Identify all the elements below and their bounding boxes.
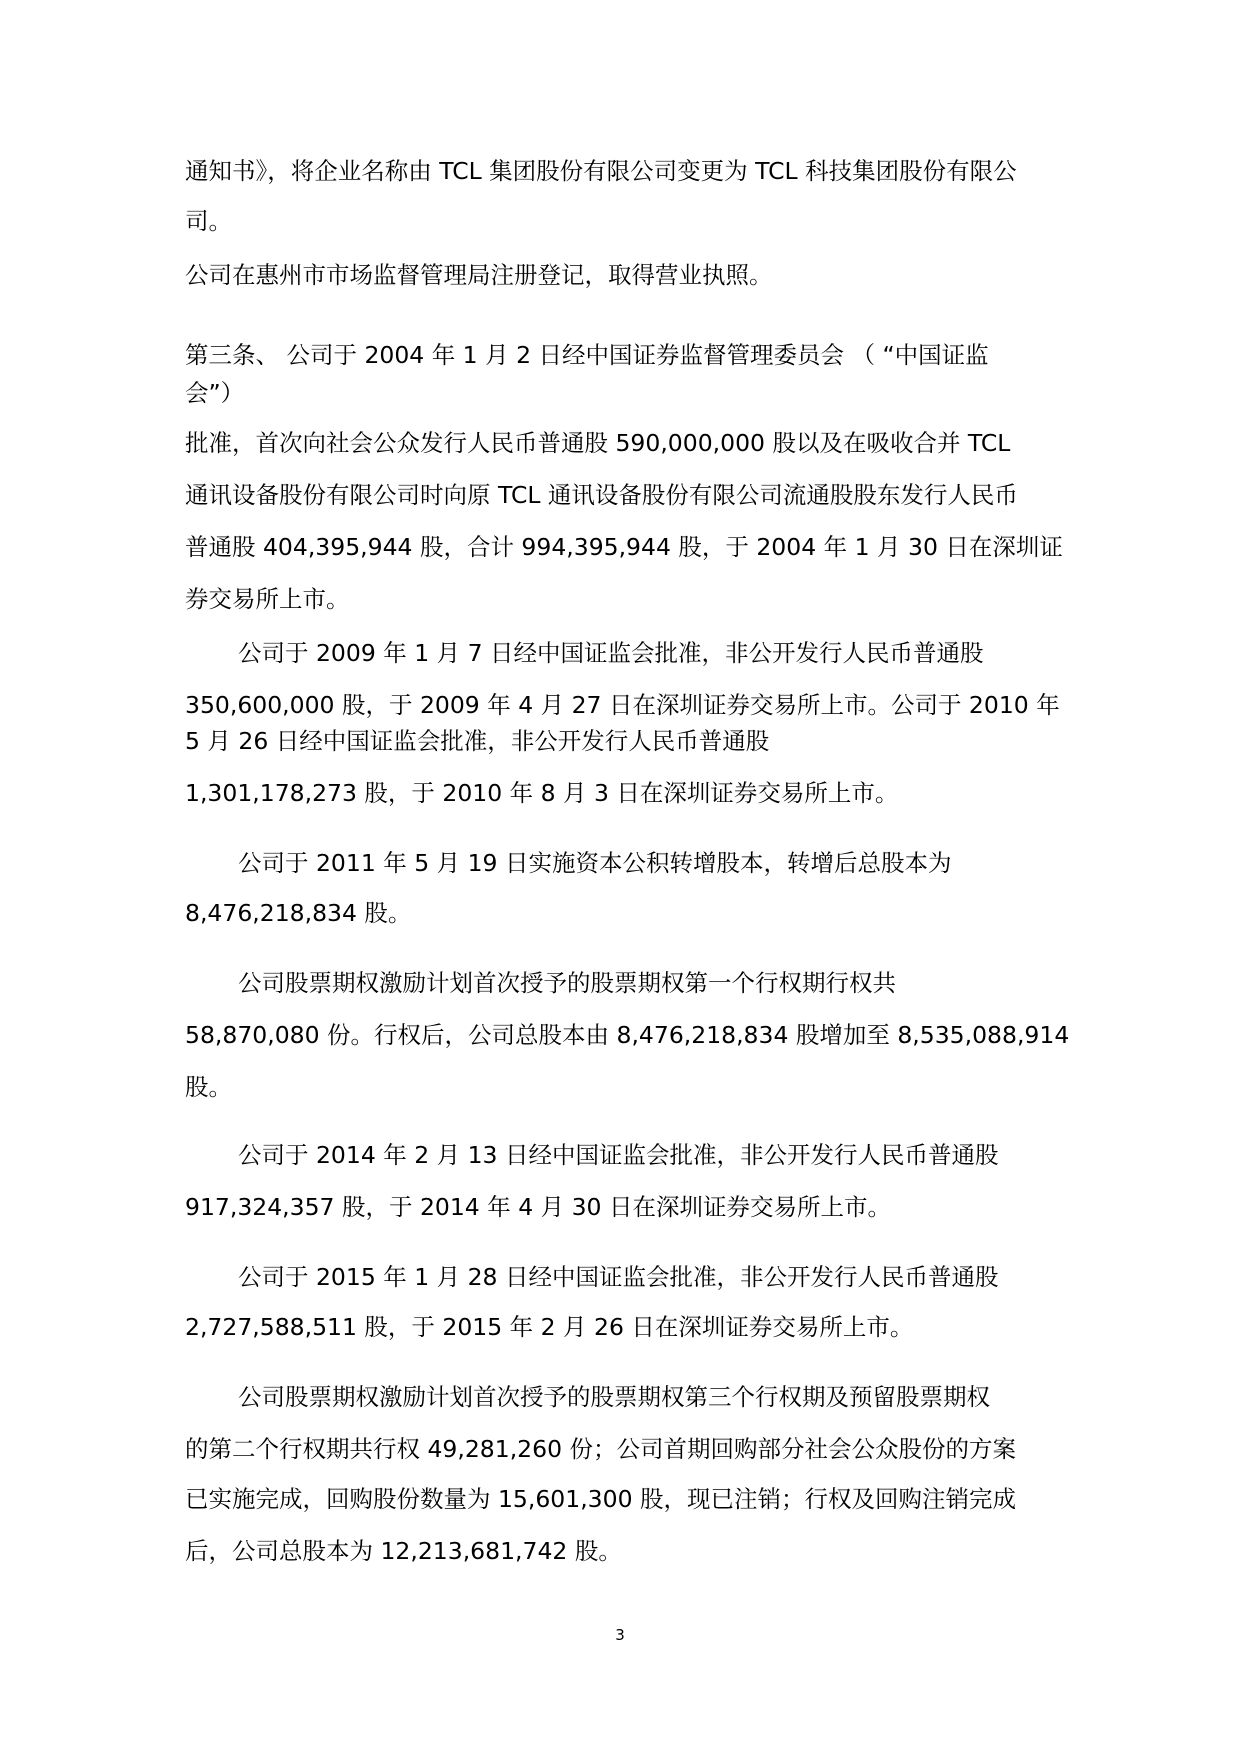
body-line: 1,301,178,273 股，于 2010 年 8 月 3 日在深圳证券交易所上市。: [185, 779, 899, 807]
body-line: 公司于 2014 年 2 月 13 日经中国证监会批准，非公开发行人民币普通股: [238, 1141, 999, 1169]
body-line: 8,476,218,834 股。: [185, 899, 412, 927]
body-line: 券交易所上市。: [185, 585, 350, 613]
body-line: 公司股票期权激励计划首次授予的股票期权第一个行权期行权共: [238, 969, 896, 997]
body-line: 5 月 26 日经中国证监会批准，非公开发行人民币普通股: [185, 727, 770, 755]
body-line: 普通股 404,395,944 股，合计 994,395,944 股，于 2004 年 1 月 30 日在深圳证: [185, 533, 1063, 561]
body-line: 已实施完成，回购股份数量为 15,601,300 股，现已注销；行权及回购注销完成: [185, 1485, 1016, 1513]
body-line: 通讯设备股份有限公司时向原 TCL 通讯设备股份有限公司流通股股东发行人民币: [185, 481, 1018, 509]
body-line: 会”）: [185, 379, 245, 407]
body-line: 公司于 2011 年 5 月 19 日实施资本公积转增股本，转增后总股本为: [238, 849, 952, 877]
body-line: 司。: [185, 207, 232, 235]
page-number: 3: [615, 1626, 625, 1644]
body-line: 后，公司总股本为 12,213,681,742 股。: [185, 1537, 622, 1565]
body-line: 2,727,588,511 股，于 2015 年 2 月 26 日在深圳证券交易所上市。: [185, 1313, 914, 1341]
body-line: 股。: [185, 1073, 232, 1101]
body-line: 公司在惠州市市场监督管理局注册登记，取得营业执照。: [185, 261, 773, 289]
body-line: 公司股票期权激励计划首次授予的股票期权第三个行权期及预留股票期权: [238, 1383, 990, 1411]
article-heading-line: 第三条、 公司于 2004 年 1 月 2 日经中国证券监督管理委员会 （ “中国证监: [185, 341, 989, 369]
body-line: 917,324,357 股，于 2014 年 4 月 30 日在深圳证券交易所上市。: [185, 1193, 891, 1221]
body-line: 350,600,000 股，于 2009 年 4 月 27 日在深圳证券交易所上市。公司于 2010 年: [185, 691, 1060, 719]
body-line: 批准，首次向社会公众发行人民币普通股 590,000,000 股以及在吸收合并 TCL: [185, 429, 1011, 457]
body-line: 通知书》，将企业名称由 TCL 集团股份有限公司变更为 TCL 科技集团股份有限公: [185, 157, 1017, 185]
body-line: 的第二个行权期共行权 49,281,260 份；公司首期回购部分社会公众股份的方案: [185, 1435, 1016, 1463]
body-line: 公司于 2009 年 1 月 7 日经中国证监会批准，非公开发行人民币普通股: [238, 639, 984, 667]
body-line: 58,870,080 份。行权后，公司总股本由 8,476,218,834 股增加至 8,535,088,914: [185, 1021, 1070, 1049]
body-line: 公司于 2015 年 1 月 28 日经中国证监会批准，非公开发行人民币普通股: [238, 1263, 999, 1291]
